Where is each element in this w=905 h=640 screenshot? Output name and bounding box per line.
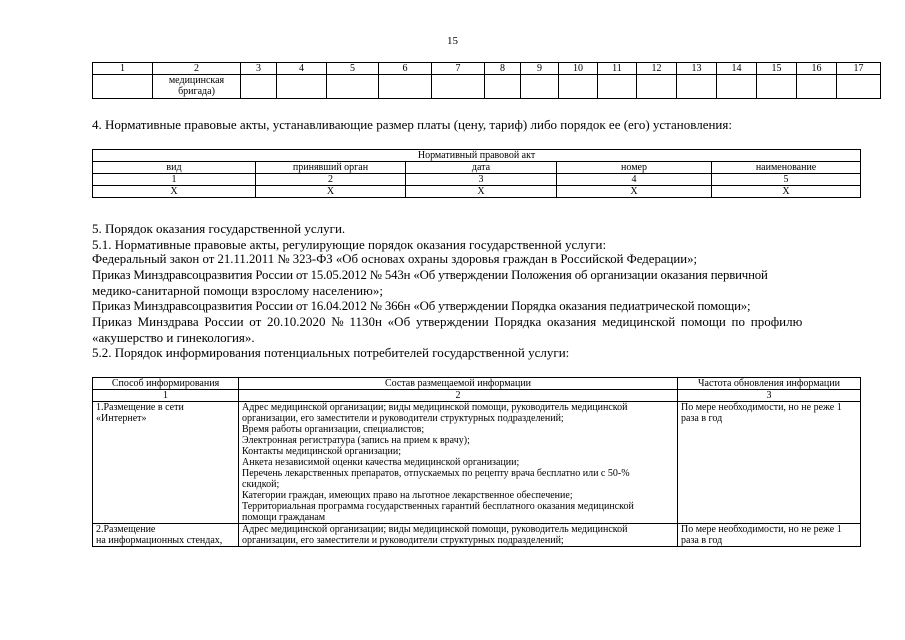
table-cell	[432, 75, 485, 99]
table-cell	[837, 75, 881, 99]
column-number: 7	[432, 63, 485, 75]
column-number: 12	[637, 63, 677, 75]
cell-line: Адрес медицинской организации; виды медицинской помощи, руководитель медицинской	[242, 402, 628, 413]
table-cell	[677, 75, 717, 99]
cell-line: раза в год	[681, 535, 723, 546]
table-row	[93, 402, 861, 524]
column-number: 1	[93, 174, 256, 186]
table-cell: X	[406, 186, 557, 198]
column-number: 16	[797, 63, 837, 75]
column-number: 4	[277, 63, 327, 75]
table-row	[93, 186, 861, 198]
column-header: Способ информирования	[93, 378, 239, 390]
column-header: вид	[93, 162, 256, 174]
cell-line: Анкета независимой оценки качества медицинской организации;	[242, 457, 520, 468]
frequency-cell	[678, 402, 861, 524]
page-number: 15	[447, 35, 458, 47]
column-number: 1	[93, 390, 239, 402]
cell-line: Категории граждан, имеющих право на льготное лекарственное обеспечение;	[242, 490, 573, 501]
table-cell: X	[256, 186, 406, 198]
column-header: номер	[557, 162, 712, 174]
law-order-1130n-cont: «акушерство и гинекология».	[92, 329, 255, 345]
table-cell	[485, 75, 521, 99]
cell-line: скидкой;	[242, 479, 280, 490]
table-row	[93, 75, 881, 99]
cell-line: Адрес медицинской организации; виды медицинской помощи, руководитель медицинской	[242, 524, 628, 535]
normative-acts-table	[92, 149, 861, 198]
section-4-heading: 4. Нормативные правовые акты, устанавливающие размер платы (цену, тариф) либо порядок ее (его) установления:	[92, 117, 732, 132]
cell-line: Территориальная программа государственных гарантий бесплатного оказания медицинской	[242, 501, 634, 512]
cell-line: на информационных стендах,	[96, 535, 223, 546]
column-number: 14	[717, 63, 757, 75]
table-cell	[559, 75, 598, 99]
info-cell	[239, 524, 678, 547]
table-cell: X	[93, 186, 256, 198]
column-number: 5	[712, 174, 861, 186]
column-header: дата	[406, 162, 557, 174]
cell-line: По мере необходимости, но не реже 1	[681, 402, 842, 413]
column-number: 13	[677, 63, 717, 75]
cell-line: раза в год	[681, 413, 723, 424]
column-number: 6	[379, 63, 432, 75]
column-header: принявший орган	[256, 162, 406, 174]
column-number: 3	[241, 63, 277, 75]
table-cell	[521, 75, 559, 99]
column-header: наименование	[712, 162, 861, 174]
cell-line: организации, его заместители и руководители структурных подразделений;	[242, 535, 564, 546]
cell-line: организации, его заместители и руководители структурных подразделений;	[242, 413, 564, 424]
table-title: Нормативный правовой акт	[93, 150, 861, 162]
cell-line: Контакты медицинской организации;	[242, 446, 402, 457]
table-header-row	[93, 162, 861, 174]
cell-line: «Интернет»	[96, 413, 147, 424]
method-cell	[93, 524, 239, 547]
cell-line: 1.Размещение в сети	[96, 402, 184, 413]
column-header: Частота обновления информации	[678, 378, 861, 390]
column-number: 15	[757, 63, 797, 75]
cell-line: По мере необходимости, но не реже 1	[681, 524, 842, 535]
cell-line: Перечень лекарственных препаратов, отпускаемых по рецепту врача бесплатно или с 50-%	[242, 468, 630, 479]
column-header: Состав размещаемой информации	[239, 378, 678, 390]
section-5-heading: 5. Порядок оказания государственной услуги.	[92, 221, 346, 236]
method-cell	[93, 402, 239, 524]
column-number: 17	[837, 63, 881, 75]
law-federal-323: Федеральный закон от 21.11.2011 № 323-ФЗ «Об основах охраны здоровья граждан в Российской Федерации»;	[92, 252, 698, 266]
table-cell	[598, 75, 637, 99]
column-number: 5	[327, 63, 379, 75]
section-5-1-heading: 5.1. Нормативные правовые акты, регулирующие порядок оказания государственной услуги:	[92, 236, 607, 252]
cell-line: помощи гражданам	[242, 512, 326, 523]
table-cell	[327, 75, 379, 99]
table-cell	[797, 75, 837, 99]
table-cell	[241, 75, 277, 99]
cell-line: медицинская	[168, 75, 225, 86]
section-5-2-heading: 5.2. Порядок информирования потенциальных потребителей государственной услуги:	[92, 345, 570, 360]
table-header-row	[93, 378, 861, 390]
column-number: 2	[153, 63, 241, 75]
table-cell	[153, 75, 241, 99]
table-title-row	[93, 150, 861, 162]
table-cell: X	[712, 186, 861, 198]
informing-table	[92, 377, 861, 547]
table-cell: X	[557, 186, 712, 198]
column-number: 3	[678, 390, 861, 402]
table-cell	[757, 75, 797, 99]
cell-line: Время работы организации, специалистов;	[242, 424, 425, 435]
section-5-text	[92, 221, 860, 361]
cell-line: Электронная регистратура (запись на прием к врачу);	[242, 435, 470, 446]
column-number: 1	[93, 63, 153, 75]
info-cell	[239, 402, 678, 524]
column-number: 11	[598, 63, 637, 75]
cell-line: бригада)	[178, 86, 215, 97]
table-cell	[277, 75, 327, 99]
table-number-row	[93, 174, 861, 186]
column-number: 4	[557, 174, 712, 186]
table-cell	[93, 75, 153, 99]
table-cell	[637, 75, 677, 99]
column-number: 3	[406, 174, 557, 186]
table-row	[93, 524, 861, 547]
law-order-1130n: Приказ Минздрава России от 20.10.2020 № 1130н «Об утверждении Порядка оказания медицинской помощи по профилю	[92, 314, 803, 329]
column-number: 2	[256, 174, 406, 186]
continuation-table	[92, 62, 881, 99]
law-order-543n: Приказ Минздравсоцразвития России от 15.05.2012 № 543н «Об утверждении Положения об организации оказания первичной	[92, 267, 768, 282]
column-number: 9	[521, 63, 559, 75]
table-number-row	[93, 390, 861, 402]
law-order-543n-cont: медико-санитарной помощи взрослому населению»;	[92, 283, 383, 298]
table-header-row	[93, 63, 881, 75]
table-cell	[717, 75, 757, 99]
column-number: 2	[239, 390, 678, 402]
column-number: 8	[485, 63, 521, 75]
law-order-366n: Приказ Минздравсоцразвития России от 16.04.2012 № 366н «Об утверждении Порядка оказания педиатрической помощи»;	[92, 298, 751, 313]
column-number: 10	[559, 63, 598, 75]
table-cell	[379, 75, 432, 99]
frequency-cell	[678, 524, 861, 547]
cell-line: 2.Размещение	[96, 524, 156, 535]
